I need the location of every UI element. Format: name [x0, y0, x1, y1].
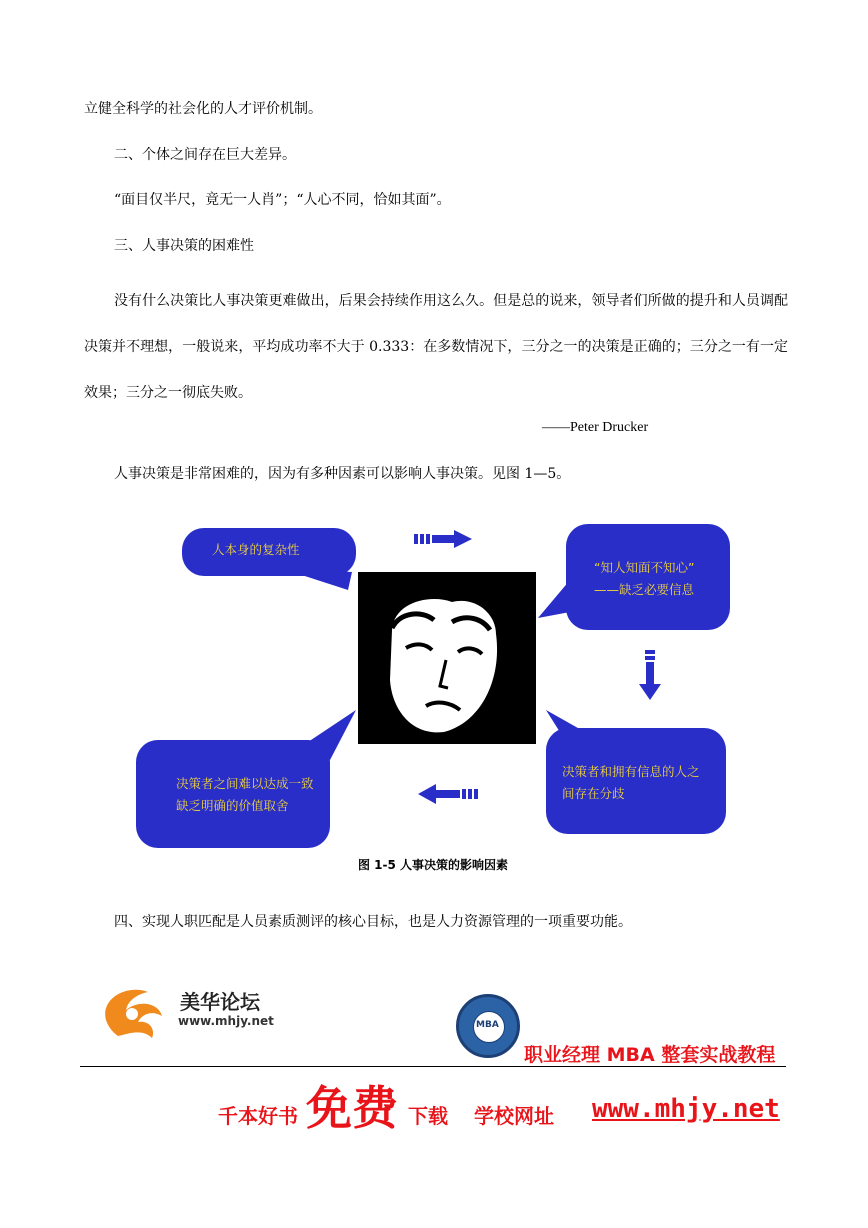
- footer-rule: [80, 1066, 786, 1067]
- bubble-disagreement: [546, 728, 726, 834]
- slogan-part1: 千本好书: [218, 1104, 298, 1128]
- figure-caption: 图 1-5 人事决策的影响因素: [358, 858, 509, 872]
- attribution: ——Peter Drucker: [542, 420, 649, 435]
- website-link[interactable]: www.mhjy.net: [592, 1094, 780, 1124]
- bubble-no-consensus-line2: 缺乏明确的价值取舍: [176, 798, 289, 813]
- mba-seal: [456, 994, 520, 1058]
- section-4-heading: 四、实现人职匹配是人员素质测评的核心目标，也是人力资源管理的一项重要功能。: [114, 914, 632, 930]
- bubble-no-consensus: [136, 740, 330, 848]
- forum-logo: [98, 980, 288, 1040]
- arrow-down: [639, 650, 661, 700]
- mba-seal-inner: [473, 1011, 505, 1043]
- forum-url: www.mhjy.net: [178, 1014, 274, 1028]
- course-title: 职业经理 MBA 整套实战教程: [524, 1044, 776, 1066]
- bubble-missing-info: [566, 524, 730, 630]
- bubble-disagreement-line1: 决策者和拥有信息的人之: [562, 764, 700, 779]
- section-2-heading: 二、个体之间存在巨大差异。: [114, 147, 296, 163]
- bubble-complexity: [182, 528, 356, 576]
- forum-logo-icon: [98, 980, 168, 1040]
- slogan-part3: 学校网址: [474, 1104, 554, 1128]
- figure-influencing-factors: [130, 510, 740, 880]
- section-3-heading: 三、人事决策的困难性: [114, 238, 254, 254]
- arrow-left: [418, 784, 478, 804]
- bubble-disagreement-line2: 间存在分歧: [562, 786, 625, 801]
- bubble-missing-info-line2: ——缺乏必要信息: [594, 582, 695, 597]
- slogan-big: 免费: [306, 1081, 398, 1135]
- quote-line: “面目仅半尺，竟无一人肖”；“人心不同，恰如其面”。: [114, 192, 451, 208]
- bubble-complexity-text: 人本身的复杂性: [212, 542, 300, 557]
- forum-name: 美华论坛: [180, 990, 260, 1014]
- bubble-no-consensus-line1: 决策者之间难以达成一致: [176, 776, 314, 791]
- mba-seal-text: MBA: [476, 1020, 499, 1030]
- paragraph-figure-intro: 人事决策是非常困难的，因为有多种因素可以影响人事决策。见图 1—5。: [114, 466, 571, 482]
- puzzled-face-illustration: [358, 572, 536, 744]
- bubble-missing-info-line1: “知人知面不知心”: [594, 560, 695, 575]
- paragraph-drucker-quote: 没有什么决策比人事决策更难做出，后果会持续作用这么久。但是总的说来，领导者们所做的提升和人员调配决策并不理想，一般说来，平均成功率不大于 0.333：在多数情况下，三分之一的决策是正确的；三分之一有一定效果；三分之一彻底失败。: [84, 293, 788, 401]
- slogan-part2: 下载: [408, 1104, 448, 1128]
- arrow-right: [414, 530, 472, 548]
- intro-line: 立健全科学的社会化的人才评价机制。: [84, 101, 322, 117]
